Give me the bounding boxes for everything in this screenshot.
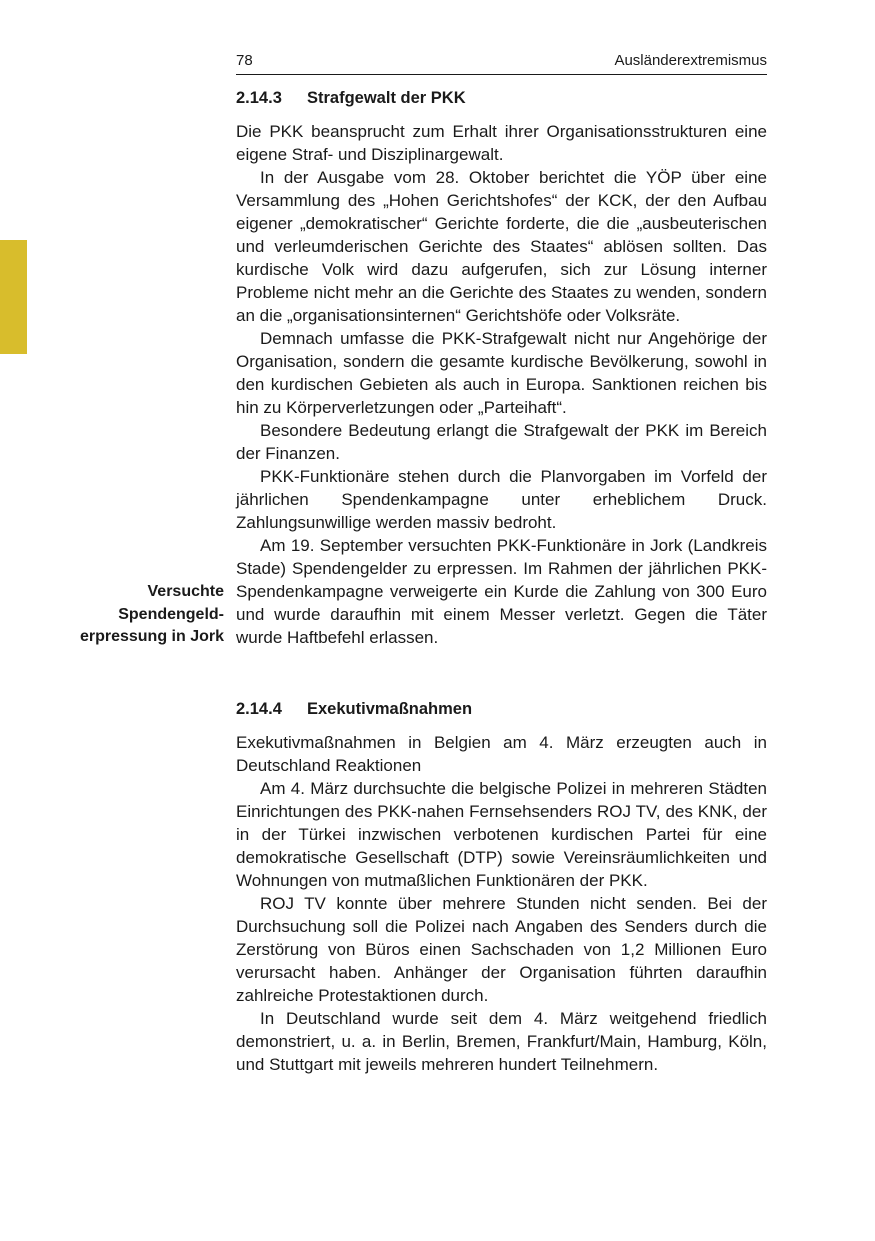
marginal-note-line: erpressung in Jork [79,628,224,645]
paragraph: Am 4. März durchsuchte die belgische Polizei in mehreren Städten Einrichtungen des PKK-nahen Fernsehsenders ROJ TV, des KNK, der in der Türkei inzwischen verbotenen kurdischen Partei für eine demokratische Gesellschaft (DTP) sowie Vereinsräumlichkeiten und Wohnungen von mutmaßlichen Funktionären der PKK. [236,779,767,890]
section-heading [236,86,767,110]
page-number: 78 [236,52,253,69]
marginal-note [24,581,224,649]
chapter-accent-bar [0,240,27,354]
paragraph: In der Ausgabe vom 28. Oktober berichtet die YÖP über eine Versammlung des „Hohen Gerichtshofes“ der KCK, der den Aufbau eigener „demokratischer“ Gerichte forderte, die die „ausbeuterischen und verleumderischen Gerichte des Staates“ ablösen sollten. Das kurdische Volk wird dazu aufgerufen, sich zur Lösung interner Probleme nicht mehr an die Gerichte des Staates zu wenden, sondern an die „organisationsinternen“ Gerichtshöfe oder Volksräte. [236,168,767,325]
marginal-note-line: Versuchte [147,583,224,600]
paragraph: Besondere Bedeutung erlangt die Strafgewalt der PKK im Bereich der Finanzen. [236,421,767,463]
paragraph: In Deutschland wurde seit dem 4. März weitgehend friedlich demonstriert, u. a. in Berlin, Bremen, Frankfurt/Main, Hamburg, Köln, und Stuttgart mit jeweils mehreren hundert Teilnehmern. [236,1009,767,1074]
paragraph: Die PKK beansprucht zum Erhalt ihrer Organisationsstrukturen eine eigene Straf- und Disziplinargewalt. [236,122,767,164]
paragraph: Demnach umfasse die PKK-Strafgewalt nicht nur Angehörige der Organisation, sondern die gesamte kurdische Bevölkerung, sowohl in den kurdischen Gebieten als auch in Europa. Sanktionen reichen bis hin zu Körperverletzungen oder „Parteihaft“. [236,329,767,417]
section-exekutivmassnahmen [236,697,767,1076]
paragraph: Exekutivmaßnahmen in Belgien am 4. März erzeugten auch in Deutschland Reaktionen [236,733,767,775]
running-title: Ausländerextremismus [614,52,767,69]
section-strafgewalt [236,86,767,649]
paragraph: ROJ TV konnte über mehrere Stunden nicht senden. Bei der Durchsuchung soll die Polizei nach Angaben des Senders durch die Zerstörung von Büros einen Sachschaden von 1,2 Millionen Euro verursacht haben. Anhänger der Organisation führten daraufhin zahlreiche Protestaktionen durch. [236,894,767,1005]
paragraph: Am 19. September versuchten PKK-Funktionäre in Jork (Landkreis Stade) Spendengelder zu erpressen. Im Rahmen der jährlichen PKK-Spendenkampagne verweigerte ein Kurde die Zahlung von 300 Euro und wurde daraufhin mit einem Messer verletzt. Gegen die Täter wurde Haftbefehl erlassen. [236,536,767,647]
section-title: Exekutivmaßnahmen [307,700,473,718]
section-heading [236,697,767,721]
section-number: 2.14.3 [236,89,282,107]
main-content [236,86,767,1076]
marginal-note-line: Spendengeld- [118,605,224,623]
section-number: 2.14.4 [236,700,282,718]
paragraph: PKK-Funktionäre stehen durch die Planvorgaben im Vorfeld der jährlichen Spendenkampagne unter erheblichem Druck. Zahlungsunwillige werden massiv bedroht. [236,467,767,532]
page-header [236,50,767,75]
section-title: Strafgewalt der PKK [307,89,466,107]
